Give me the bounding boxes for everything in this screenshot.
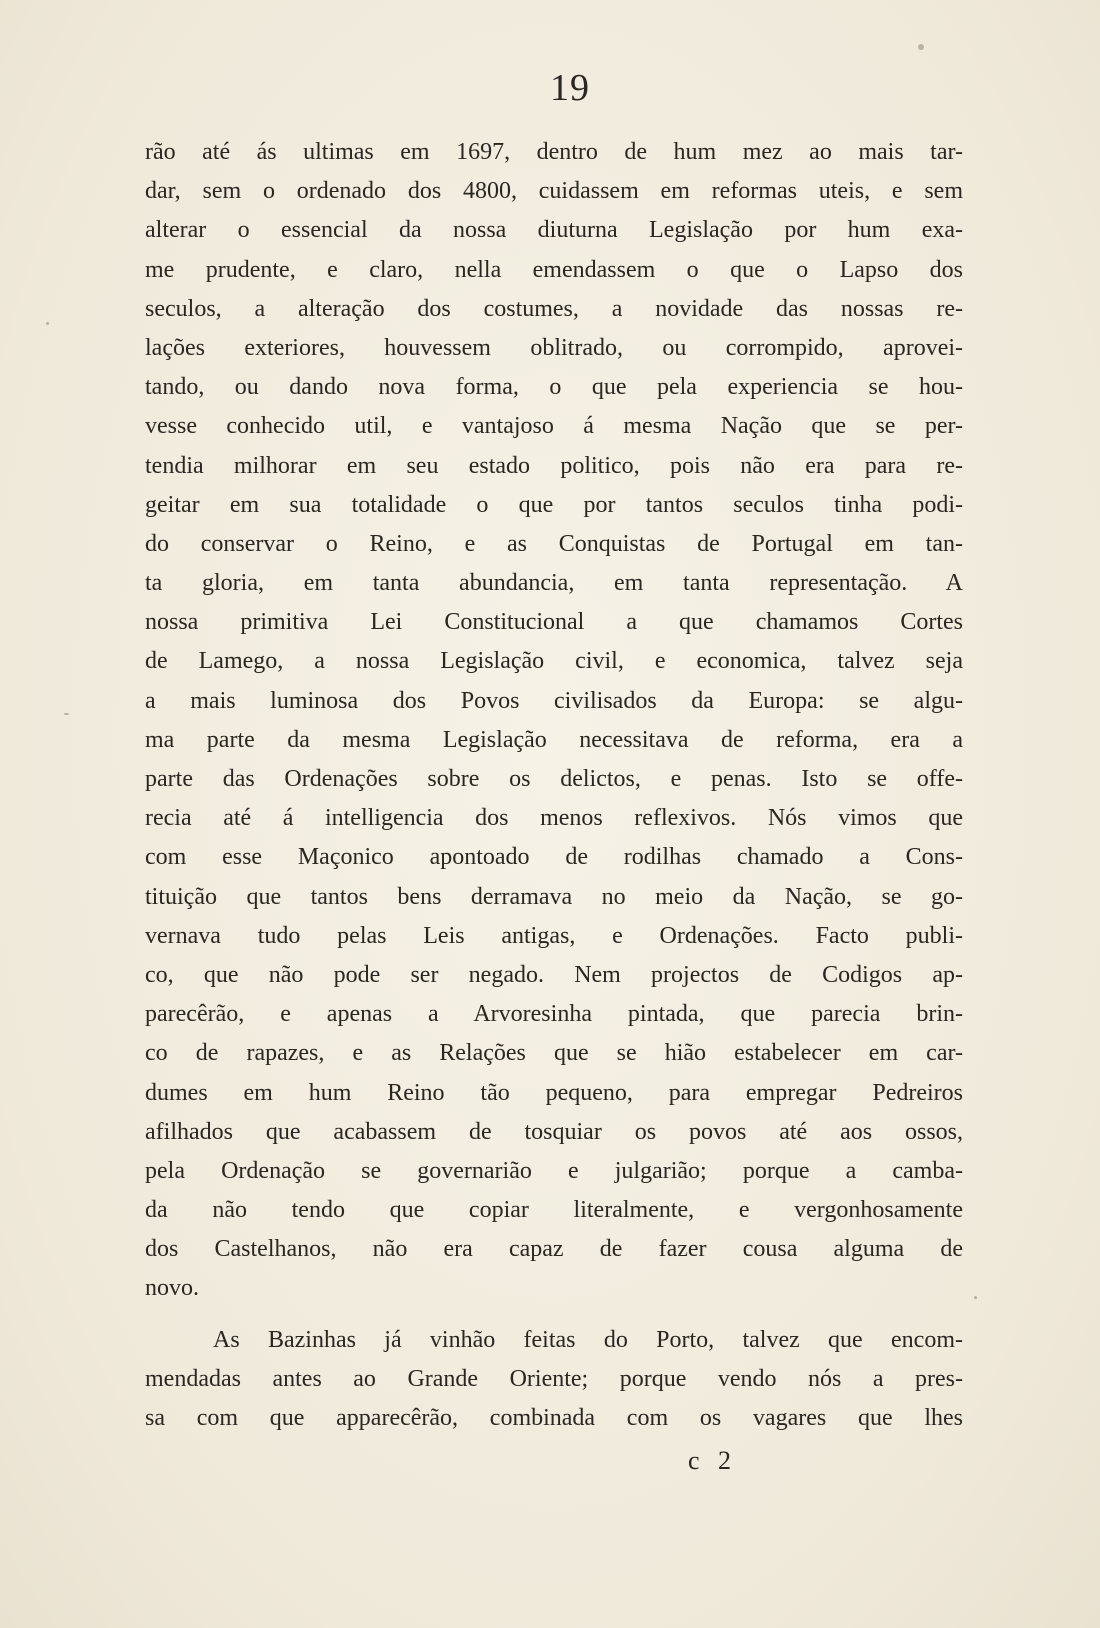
text-line: pela Ordenação se governarião e julgarião; porque a camba- xyxy=(145,1157,963,1184)
text-line: co de rapazes, e as Relações que se hião estabelecer em car- xyxy=(145,1040,963,1067)
text-line: seculos, a alteração dos costumes, a novidade das nossas re- xyxy=(145,295,963,322)
text-line: rão até ás ultimas em 1697, dentro de hum mez ao mais tar- xyxy=(145,139,963,165)
text-line: afilhados que acabassem de tosquiar os povos até aos ossos, xyxy=(145,1118,963,1145)
signature-mark: c 2 xyxy=(688,1446,738,1475)
text-line: tituição que tantos bens derramava no meio da Nação, se go- xyxy=(145,883,963,910)
body-text xyxy=(145,133,963,1438)
text-line: alterar o essencial da nossa diuturna Legislação por hum exa- xyxy=(145,217,963,244)
text-line: dos Castelhanos, não era capaz de fazer cousa alguma de xyxy=(145,1236,963,1263)
text-line: tando, ou dando nova forma, o que pela experiencia se hou- xyxy=(145,374,963,401)
text-line: com esse Maçonico apontoado de rodilhas chamado a Cons- xyxy=(145,844,963,871)
text-line: lações exteriores, houvessem oblitrado, ou corrompido, aprovei- xyxy=(145,334,963,361)
page-number: 19 xyxy=(550,67,590,109)
paragraph-gap xyxy=(145,1309,963,1321)
text-line: sa com que apparecêrão, combinada com os vagares que lhes xyxy=(145,1405,963,1431)
text-line: da não tendo que copiar literalmente, e vergonhosamente xyxy=(145,1197,963,1224)
paragraph-1 xyxy=(145,133,963,1309)
paper-speck xyxy=(64,713,69,715)
paper-speck xyxy=(974,1296,977,1299)
text-line: As Bazinhas já vinhão feitas do Porto, talvez que encom- xyxy=(213,1326,963,1353)
text-line: parte das Ordenações sobre os delictos, e penas. Isto se offe- xyxy=(145,766,963,792)
text-line: dar, sem o ordenado dos 4800, cuidassem em reformas uteis, e sem xyxy=(145,178,963,205)
text-line: de Lamego, a nossa Legislação civil, e economica, talvez seja xyxy=(145,648,963,675)
text-line: co, que não pode ser negado. Nem projectos de Codigos ap- xyxy=(145,961,963,988)
text-line: ma parte da mesma Legislação necessitava de reforma, era a xyxy=(145,726,963,753)
text-line: tendia milhorar em seu estado politico, pois não era para re- xyxy=(145,452,963,479)
text-line: geitar em sua totalidade o que por tantos seculos tinha podi- xyxy=(145,491,963,518)
text-line: novo. xyxy=(145,1275,199,1302)
text-line: nossa primitiva Lei Constitucional a que chamamos Cortes xyxy=(145,609,963,636)
text-line: recia até á intelligencia dos menos reflexivos. Nós vimos que xyxy=(145,805,963,832)
text-line: parecêrão, e apenas a Arvoresinha pintada, que parecia brin- xyxy=(145,1001,963,1028)
text-line: dumes em hum Reino tão pequeno, para empregar Pedreiros xyxy=(145,1079,963,1106)
paper-speck xyxy=(46,322,49,325)
paper-speck xyxy=(918,44,924,50)
paragraph-2 xyxy=(145,1321,963,1439)
text-line: vernava tudo pelas Leis antigas, e Ordenações. Facto publi- xyxy=(145,922,963,949)
text-line: a mais luminosa dos Povos civilisados da Europa: se algu- xyxy=(145,687,963,714)
text-line: ta gloria, em tanta abundancia, em tanta representação. A xyxy=(145,570,963,597)
text-line: vesse conhecido util, e vantajoso á mesma Nação que se per- xyxy=(145,413,963,440)
text-line: me prudente, e claro, nella emendassem o que o Lapso dos xyxy=(145,256,963,283)
text-line: mendadas antes ao Grande Oriente; porque vendo nós a pres- xyxy=(145,1365,963,1392)
text-line: do conservar o Reino, e as Conquistas de Portugal em tan- xyxy=(145,530,963,557)
